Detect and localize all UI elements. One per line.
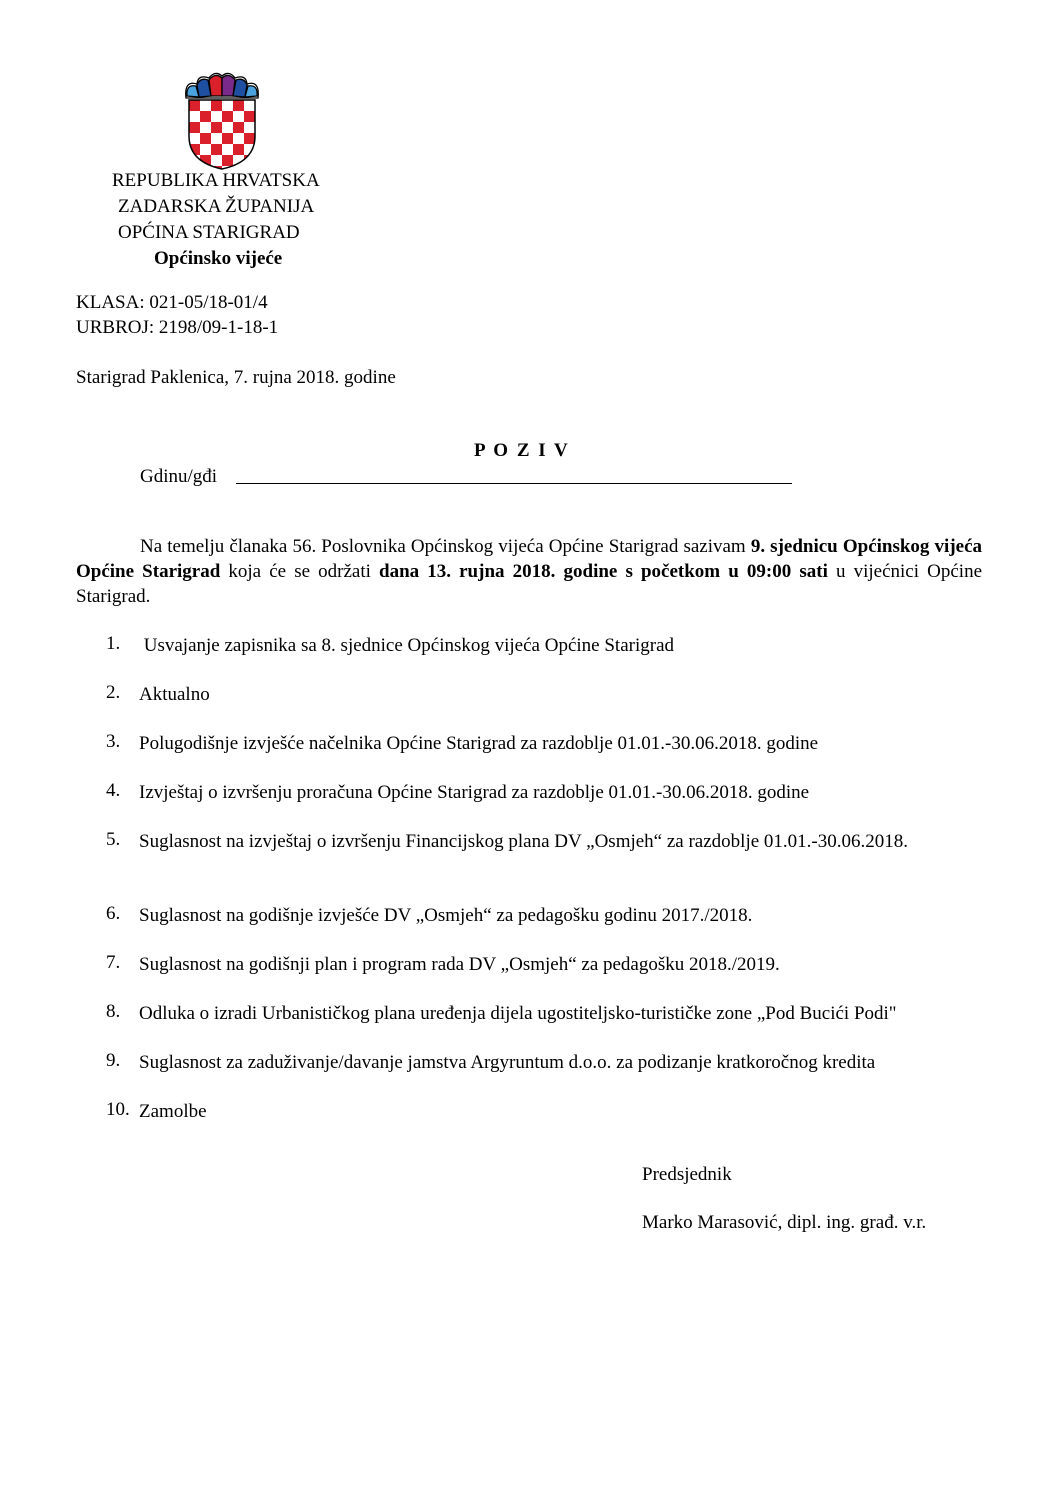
agenda-item: 6. Suglasnost na godišnje izvješće DV „Osmjeh“ za pedagošku godinu 2017./2018.: [106, 903, 753, 926]
intro-text-2: koja će se održati: [220, 561, 380, 582]
shield-square: [222, 100, 233, 111]
council-name: Općinsko vijeće: [154, 248, 283, 269]
intro-text-1: Na temelju članaka 56. Poslovnika Općinskog vijeća Općine Starigrad sazivam: [140, 536, 751, 557]
shield-square: [233, 144, 244, 155]
agenda-item: 8. Odluka o izradi Urbanističkog plana uređenja dijela ugostiteljsko-turističke zone „Pod Bucići Podi": [106, 1001, 897, 1024]
shield-square: [222, 133, 233, 144]
agenda-item: 10. Zamolbe: [106, 1099, 207, 1122]
shield-square: [211, 100, 222, 111]
place-date: Starigrad Paklenica, 7. rujna 2018. godine: [76, 367, 396, 388]
shield-square: [222, 155, 233, 166]
agenda-item: 3. Polugodišnje izvješće načelnika Općine Starigrad za razdoblje 01.01.-30.06.2018. godine: [106, 731, 819, 754]
intro-paragraph: [76, 534, 982, 609]
document-title: P O Z I V: [474, 440, 570, 461]
crown: [186, 73, 259, 98]
shield-square: [189, 122, 200, 133]
agenda-item: 2. Aktualno: [106, 682, 210, 705]
shield-square: [222, 122, 233, 133]
shield-square: [200, 111, 211, 122]
shield-square: [211, 155, 222, 166]
agenda-item: 4. Izvještaj o izvršenju proračuna Općine Starigrad za razdoblje 01.01.-30.06.2018. godine: [106, 780, 810, 803]
shield-square: [233, 133, 244, 144]
shield-square: [200, 144, 211, 155]
shield-square: [200, 133, 211, 144]
shield-square: [244, 133, 255, 144]
shield-square: [189, 100, 200, 111]
signature-name: Marko Marasović, dipl. ing. građ. v.r.: [642, 1212, 927, 1233]
shield-square: [189, 111, 200, 122]
shield-square: [200, 122, 211, 133]
signature-role: Predsjednik: [642, 1164, 732, 1185]
shield-square: [233, 122, 244, 133]
klasa: KLASA: 021-05/18-01/4: [76, 292, 268, 313]
agenda-item: 5. Suglasnost na izvještaj o izvršenju Financijskog plana DV „Osmjeh“ za razdoblje 01.01.-30.06.2018.: [106, 829, 908, 852]
shield-square: [189, 155, 200, 166]
session-date-time: dana 13. rujna 2018. godine s početkom u 09:00 sati: [379, 561, 828, 582]
shield-square: [244, 100, 255, 111]
municipality-name: OPĆINA STARIGRAD: [118, 222, 300, 243]
shield-square: [222, 111, 233, 122]
country-name: REPUBLIKA HRVATSKA: [112, 170, 320, 191]
agenda-item: 1. Usvajanje zapisnika sa 8. sjednice Općinskog vijeća Općine Starigrad: [106, 633, 674, 656]
shield-square: [233, 100, 244, 111]
intro-text-3: u vijećnici Općine Starigrad.: [76, 561, 982, 607]
shield-square: [244, 111, 255, 122]
shield-square: [211, 122, 222, 133]
letterhead: [112, 170, 320, 274]
shield-square: [211, 133, 222, 144]
shield-square: [244, 122, 255, 133]
county-name: ZADARSKA ŽUPANIJA: [118, 196, 315, 217]
agenda-item: 7. Suglasnost na godišnji plan i program rada DV „Osmjeh“ za pedagošku 2018./2019.: [106, 952, 780, 975]
shield-square: [233, 111, 244, 122]
shield-square: [211, 111, 222, 122]
shield-square: [211, 144, 222, 155]
recipient-line[interactable]: [236, 483, 792, 484]
shield-square: [222, 144, 233, 155]
shield-square: [189, 133, 200, 144]
session-number: 9. sjednicu Općinskog vijeća Općine Starigrad: [76, 536, 983, 582]
agenda-list: [106, 633, 984, 1148]
agenda-item: 9. Suglasnost za zaduživanje/davanje jamstva Argyruntum d.o.o. za podizanje kratkoročnog kredita: [106, 1050, 876, 1073]
shield-square: [200, 100, 211, 111]
coat-of-arms-icon: [183, 70, 261, 170]
urbroj: URBROJ: 2198/09-1-18-1: [76, 317, 279, 338]
shield-square: [244, 155, 255, 166]
recipient-label: Gdinu/gđi: [140, 466, 218, 487]
